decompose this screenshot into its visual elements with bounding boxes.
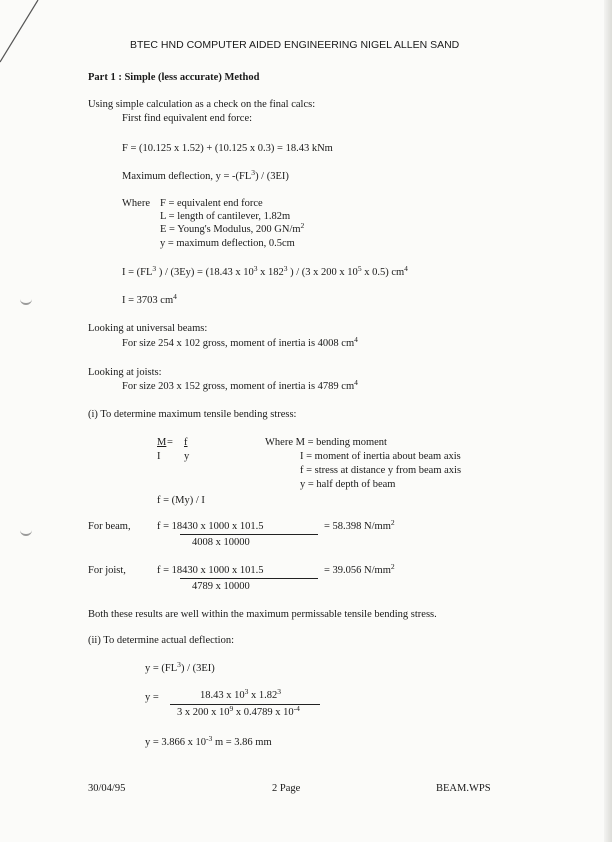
fraction-I-denominator: I: [157, 451, 161, 462]
joists-heading: Looking at joists:: [88, 367, 162, 378]
joist-denominator: 4789 x 10000: [192, 581, 250, 592]
joist-fraction-bar: [180, 578, 318, 579]
joists-text: For size 203 x 152 gross, moment of inertia is 4789 $cm^4$: [122, 377, 358, 392]
where-f-definition: f = stress at distance y from beam axis: [300, 465, 462, 476]
deflection-denominator: 3 x 200 x $10^9$ x 0.4789 x $10^{-4}$: [177, 703, 300, 718]
result-moment-of-inertia: I = 3703 $cm^4$: [122, 291, 177, 306]
beam-label: For beam,: [88, 521, 131, 532]
deflection-result: y = 3.866 x $10^{-3}$ m = 3.86 mm: [145, 733, 272, 748]
definition-y: y = maximum deflection, 0.5cm: [160, 238, 295, 249]
intro-line-2: First find equivalent end force:: [122, 113, 253, 124]
beam-numerator: f = 18430 x 1000 x 101.5: [157, 521, 264, 532]
joist-numerator: f = 18430 x 1000 x 101.5: [157, 565, 264, 576]
universal-beams-heading: Looking at universal beams:: [88, 323, 208, 334]
where-y-definition: y = half depth of beam: [300, 479, 396, 490]
deflection-numerator: 18.43 x $10^3$ x 1.82$^3$: [200, 686, 282, 701]
folded-corner: [0, 0, 40, 70]
equation-moment-of-inertia: $I = (FL^3$ ) / (3Ey) = (18.43 x $10^3$ x $182^3$ ) / (3 x 200 x $10^5$ x 0.5) $cm^4$: [122, 263, 408, 278]
where-I-definition: I = moment of inertia about beam axis: [300, 451, 461, 462]
beam-denominator: 4008 x 10000: [192, 537, 250, 548]
fraction-f-numerator: f: [184, 437, 188, 448]
footer-page-number: 2 Page: [272, 783, 301, 794]
conclusion-text: Both these results are well within the maximum permissable tensile bending stress.: [88, 609, 437, 620]
punch-hole-mark: [20, 296, 32, 305]
fraction-y-denominator: y: [184, 451, 190, 462]
equation-stress: f = (My) / I: [157, 495, 205, 506]
joist-label: For joist,: [88, 565, 126, 576]
fraction-M-numerator: M: [157, 437, 167, 448]
footer-filename: BEAM.WPS: [436, 783, 491, 794]
deflection-lhs: y =: [145, 692, 159, 703]
fraction-equals: =: [167, 437, 173, 448]
punch-hole-mark: [20, 527, 32, 536]
definition-F: F = equivalent end force: [160, 198, 263, 209]
page-edge-shadow: [604, 0, 612, 842]
beam-fraction-bar: [180, 534, 318, 535]
definition-L: L = length of cantilever, 1.82m: [160, 211, 291, 222]
part-title: Part 1 : Simple (less accurate) Method: [88, 72, 260, 83]
footer-date: 30/04/95: [88, 783, 126, 794]
section-2-heading: (ii) To determine actual deflection:: [88, 635, 235, 646]
section-1-heading: (i) To determine maximum tensile bending stress:: [88, 409, 297, 420]
intro-line-1: Using simple calculation as a check on the final calcs:: [88, 99, 316, 110]
equation-deflection-formula: $y = (FL^3) / (3EI)$: [145, 659, 215, 674]
where-M-definition: Where M = bending moment: [265, 437, 387, 448]
universal-beams-text: For size 254 x 102 gross, moment of inertia is 4008 $cm^4$: [122, 334, 358, 349]
where-label: Where: [122, 198, 150, 209]
equation-equivalent-force: F = (10.125 x 1.52) + (10.125 x 0.3) = 18.43 kNm: [122, 143, 333, 154]
definition-E: E = Young's Modulus, 200 $GN/m^2$: [160, 220, 305, 235]
page-header: BTEC HND COMPUTER AIDED ENGINEERING NIGEL ALLEN SAND: [130, 39, 460, 51]
beam-result: = 58.398 $N/mm^2$: [324, 517, 395, 532]
equation-max-deflection: Maximum deflection, $y = -(FL^3) / (3EI)$: [122, 167, 289, 182]
joist-result: = 39.056 $N/mm^2$: [324, 561, 395, 576]
